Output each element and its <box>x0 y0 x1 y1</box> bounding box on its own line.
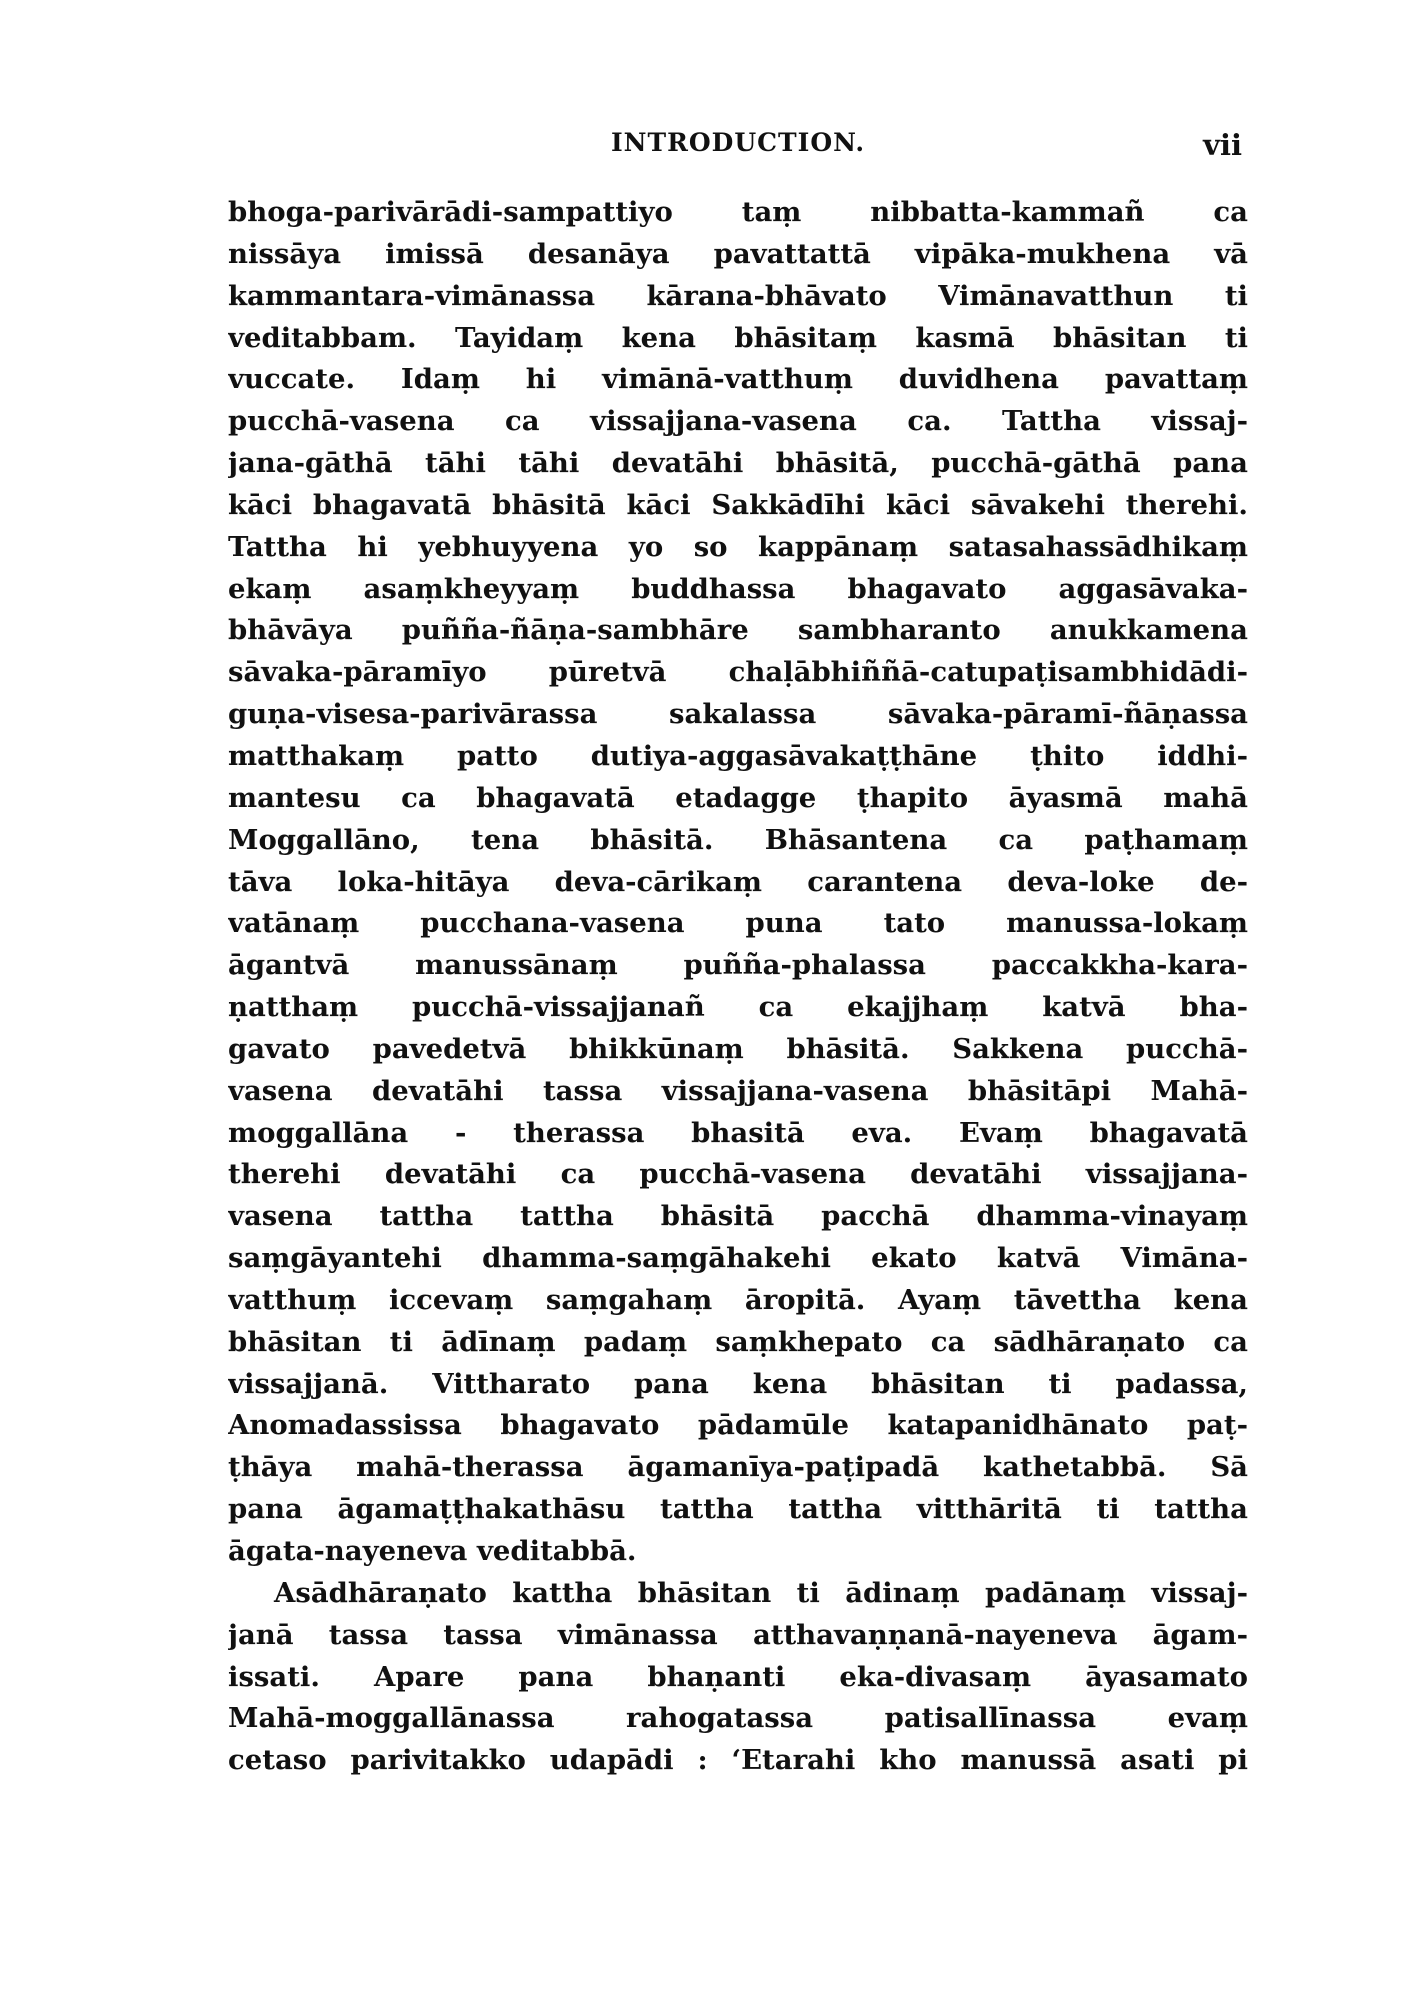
text-line: saṃgāyantehi dhamma-saṃgāhakehi ekato katvā Vimāna- <box>228 1242 1248 1275</box>
text-line: vissajjanā. Vittharato pana kena bhāsitan ti padassa, <box>228 1367 1248 1400</box>
text-line: guṇa-visesa-parivārassa sakalassa sāvaka-pāramī-ñāṇassa <box>228 698 1248 731</box>
page-number: vii <box>1203 128 1242 162</box>
text-line: sāvaka-pāramīyo pūretvā chaḷābhiññā-catupaṭisambhidādi- <box>228 656 1248 689</box>
text-line: ṇatthaṃ pucchā-vissajjanañ ca ekajjhaṃ katvā bha- <box>228 991 1248 1024</box>
text-line: vatthuṃ iccevaṃ saṃgahaṃ āropitā. Ayaṃ tāvettha kena <box>228 1283 1248 1316</box>
text-line: therehi devatāhi ca pucchā-vasena devatāhi vissajjana- <box>228 1158 1248 1191</box>
text-line: cetaso parivitakko udapādi : ‘Etarahi kho manussā asati pi <box>228 1744 1248 1777</box>
text-line: Mahā-moggallānassa rahogatassa patisallīnassa evaṃ <box>228 1702 1248 1735</box>
text-line: Tattha hi yebhuyyena yo so kappānaṃ satasahassādhikaṃ <box>228 530 1248 563</box>
text-line: issati. Apare pana bhaṇanti eka-divasaṃ āyasamato <box>228 1660 1248 1693</box>
text-line: pucchā-vasena ca vissajjana-vasena ca. Tattha vissaj- <box>228 405 1248 438</box>
text-line: vatānaṃ pucchana-vasena puna tato manussa-lokaṃ <box>228 907 1248 940</box>
text-line: ṭhāya mahā-therassa āgamanīya-paṭipadā kathetabbā. Sā <box>228 1451 1248 1484</box>
text-line: tāva loka-hitāya deva-cārikaṃ carantena deva-loke de- <box>228 865 1248 898</box>
paragraph-end-line: āgata-nayeneva veditabbā. <box>228 1535 637 1567</box>
text-line: vuccate. Idaṃ hi vimānā-vatthuṃ duvidhena pavattaṃ <box>228 363 1248 396</box>
text-line: bhāvāya puñña-ñāṇa-sambhāre sambharanto anukkamena <box>228 614 1248 647</box>
text-line: Moggallāno, tena bhāsitā. Bhāsantena ca paṭhamaṃ <box>228 823 1248 856</box>
text-line: vasena devatāhi tassa vissajjana-vasena bhāsitāpi Mahā- <box>228 1074 1248 1107</box>
text-line: pana āgamaṭṭhakathāsu tattha tattha vitthāritā ti tattha <box>228 1493 1248 1526</box>
text-line: nissāya imissā desanāya pavattattā vipāka-mukhena vā <box>228 237 1248 270</box>
text-line: jana-gāthā tāhi tāhi devatāhi bhāsitā, pucchā-gāthā pana <box>228 447 1248 480</box>
text-line: veditabbam. Tayidaṃ kena bhāsitaṃ kasmā bhāsitan ti <box>228 321 1248 354</box>
text-line: Anomadassissa bhagavato pādamūle katapanidhānato paṭ- <box>228 1409 1248 1442</box>
text-line: bhoga-parivārādi-sampattiyo taṃ nibbatta-kammañ ca <box>228 196 1248 228</box>
running-title: INTRODUCTION. <box>610 128 866 157</box>
text-line: moggallāna - therassa bhasitā eva. Evaṃ bhagavatā <box>228 1116 1248 1149</box>
text-line: ekaṃ asaṃkheyyaṃ buddhassa bhagavato aggasāvaka- <box>228 572 1248 605</box>
text-line: āgantvā manussānaṃ puñña-phalassa paccakkha-kara- <box>228 949 1248 982</box>
text-line: gavato pavedetvā bhikkūnaṃ bhāsitā. Sakkena pucchā- <box>228 1032 1248 1065</box>
text-line: kammantara-vimānassa kārana-bhāvato Vimānavatthun ti <box>228 279 1248 312</box>
text-line: kāci bhagavatā bhāsitā kāci Sakkādīhi kāci sāvakehi therehi. <box>228 488 1248 521</box>
paragraph-start-line: Asādhāraṇato kattha bhāsitan ti ādinaṃ padānaṃ vissaj- <box>274 1576 1248 1609</box>
text-line: vasena tattha tattha bhāsitā pacchā dhamma-vinayaṃ <box>228 1200 1248 1233</box>
running-head <box>228 128 1248 164</box>
text-line: mantesu ca bhagavatā etadagge ṭhapito āyasmā mahā <box>228 781 1248 814</box>
text-line: bhāsitan ti ādīnaṃ padaṃ saṃkhepato ca sādhāraṇato ca <box>228 1325 1248 1358</box>
body-text <box>228 192 1248 1782</box>
text-line: janā tassa tassa vimānassa atthavaṇṇanā-nayeneva āgam- <box>228 1618 1248 1651</box>
text-line: matthakaṃ patto dutiya-aggasāvakaṭṭhāne ṭhito iddhi- <box>228 739 1248 772</box>
